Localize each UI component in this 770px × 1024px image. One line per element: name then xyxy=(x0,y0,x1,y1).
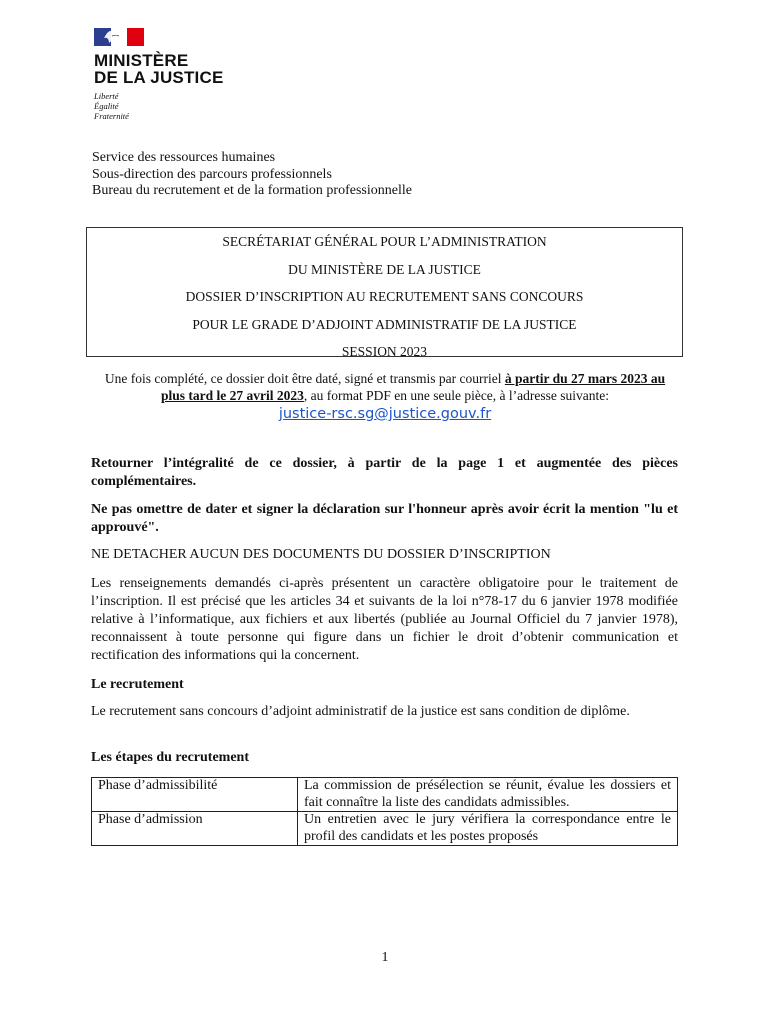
phase-name: Phase d’admission xyxy=(92,812,298,846)
republic-motto xyxy=(94,91,224,121)
document-title-box xyxy=(86,227,683,357)
submission-instructions xyxy=(100,371,670,423)
recruitment-heading-block xyxy=(91,676,678,694)
service-line-2: Sous-direction des parcours professionnels xyxy=(92,166,332,182)
steps-heading: Les étapes du recrutement xyxy=(91,750,249,765)
french-flag-icon xyxy=(94,28,144,46)
title-line-2: DU MINISTÈRE DE LA JUSTICE xyxy=(288,261,481,277)
title-line-4: POUR LE GRADE D’ADJOINT ADMINISTRATIF DE LA JUSTICE xyxy=(192,316,577,332)
page-number: 1 xyxy=(381,950,389,965)
ministry-name xyxy=(94,52,224,86)
submission-deadline: à partir du 27 mars 2023 au plus tard le 27 avril 2023 xyxy=(160,371,666,403)
ministry-logo xyxy=(94,28,224,121)
privacy-notice-block xyxy=(91,575,678,665)
intro-text-2: , au format PDF en une seule pièce, à l’adresse suivante: xyxy=(303,387,610,403)
table-row xyxy=(92,812,678,846)
privacy-notice: Les renseignements demandés ci-après présentent un caractère obligatoire pour le traitement de l’inscription. Il est précisé que les articles 34 et suivants de la loi n°78-17 du 6 janvier 1978 modifiée relative à l’informatique, aux fichiers et aux libertés (publiée au Journal Officiel du 7 janvier 1978), reconnaissent à toute personne qui figure dans un fichier le droit d’obtenir communication et rectification des informations qui la concernent. xyxy=(91,576,678,663)
phase-description: Un entretien avec le jury vérifiera la correspondance entre le profil des candidats et les postes proposés xyxy=(298,812,678,846)
sign-notice-block xyxy=(91,501,678,537)
service-block xyxy=(92,150,412,200)
recruitment-heading: Le recrutement xyxy=(91,677,184,692)
motto-egalite: Égalité xyxy=(94,101,119,111)
title-line-5: SESSION 2023 xyxy=(341,344,428,359)
detach-notice-block xyxy=(91,546,678,564)
motto-liberte: Liberté xyxy=(94,91,119,101)
title-line-1: SECRÉTARIAT GÉNÉRAL POUR L’ADMINISTRATION xyxy=(222,234,547,249)
phase-name: Phase d’admissibilité xyxy=(92,778,298,812)
return-notice-block xyxy=(91,455,678,491)
return-notice: Retourner l’intégralité de ce dossier, à partir de la page 1 et augmentée des pièces complémentaires. xyxy=(91,456,678,489)
title-line-3: DOSSIER D’INSCRIPTION AU RECRUTEMENT SANS CONCOURS xyxy=(185,289,584,304)
detach-notice: NE DETACHER AUCUN DES DOCUMENTS DU DOSSIER D’INSCRIPTION xyxy=(91,547,551,562)
intro-text-1: Une fois complété, ce dossier doit être daté, signé et transmis par courriel xyxy=(104,371,505,386)
contact-email-link[interactable]: justice-rsc.sg@justice.gouv.fr xyxy=(278,406,492,422)
ministry-line-2: DE LA JUSTICE xyxy=(94,68,224,87)
steps-heading-block xyxy=(91,749,678,767)
recruitment-text-block xyxy=(91,703,678,721)
service-line-3: Bureau du recrutement et de la formation professionnelle xyxy=(92,183,412,198)
phase-description: La commission de présélection se réunit, évalue les dossiers et fait connaître la liste des candidats admissibles. xyxy=(298,778,678,812)
recruitment-steps-table xyxy=(91,777,678,846)
ministry-line-1: MINISTÈRE xyxy=(94,51,189,70)
recruitment-text: Le recrutement sans concours d’adjoint administratif de la justice est sans condition de diplôme. xyxy=(91,704,630,719)
service-line-1: Service des ressources humaines xyxy=(92,150,276,165)
table-row xyxy=(92,778,678,812)
sign-notice: Ne pas omettre de dater et signer la déclaration sur l'honneur après avoir écrit la mention "lu et approuvé". xyxy=(91,502,678,535)
marianne-icon xyxy=(100,29,130,45)
motto-fraternite: Fraternité xyxy=(94,111,129,121)
